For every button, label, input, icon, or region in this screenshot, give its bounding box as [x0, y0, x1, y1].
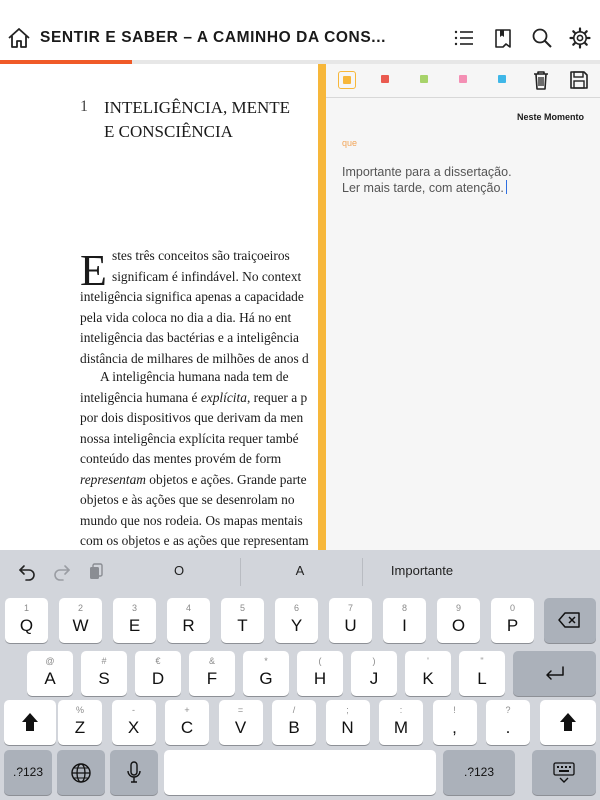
- key-alt-char: ;: [346, 705, 349, 715]
- key-char: F: [206, 669, 218, 688]
- numbers-key-label: .?123: [12, 765, 44, 779]
- key-i[interactable]: [383, 598, 426, 643]
- paragraph-2: [80, 367, 318, 550]
- backspace-key[interactable]: [544, 598, 596, 643]
- key-h[interactable]: [297, 651, 343, 696]
- key-char: .: [505, 718, 511, 737]
- key-alt-char: :: [399, 705, 403, 715]
- key-u[interactable]: [329, 598, 372, 643]
- key-r[interactable]: [167, 598, 210, 643]
- key-b[interactable]: [272, 700, 316, 745]
- chapter-title-line: INTELIGÊNCIA, MENTE: [104, 98, 291, 117]
- key-alt-char: #: [101, 656, 107, 666]
- text-line: nossa inteligência explícita requer també: [80, 430, 299, 446]
- shift-icon: [21, 712, 39, 732]
- space-bar[interactable]: [164, 750, 436, 795]
- suggestion-3[interactable]: Importante: [390, 563, 454, 578]
- key-char: ,: [452, 718, 457, 737]
- color-swatch-fill: [343, 76, 351, 84]
- key-char: P: [506, 616, 519, 635]
- key-a[interactable]: [27, 651, 73, 696]
- search-icon[interactable]: [530, 26, 554, 50]
- chapter-title-line: E CONSCIÊNCIA: [104, 122, 233, 141]
- key-alt-char: ": [480, 656, 484, 666]
- color-swatch-red[interactable]: [377, 71, 395, 89]
- key-alt-char: !: [453, 705, 456, 715]
- color-swatch-fill: [420, 75, 428, 83]
- key-w[interactable]: [59, 598, 102, 643]
- book-page: [0, 64, 318, 550]
- microphone-icon: [126, 761, 142, 785]
- toc-icon[interactable]: [452, 26, 476, 50]
- undo-icon[interactable]: [17, 562, 37, 582]
- redo-icon[interactable]: [52, 562, 72, 582]
- note-toolbar: [326, 64, 600, 98]
- key-alt-char: 3: [131, 603, 137, 613]
- suggestion-1[interactable]: O: [173, 563, 185, 578]
- text-line: objetos e às ações que se desenrolam no: [80, 492, 295, 507]
- key-alt-char: 4: [185, 603, 191, 613]
- note-line: Importante para a dissertação.: [342, 165, 512, 179]
- key-comma[interactable]: [433, 700, 477, 745]
- key-char: U: [344, 616, 357, 635]
- key-char: N: [341, 718, 354, 737]
- key-g[interactable]: [243, 651, 289, 696]
- key-alt-char: 0: [509, 603, 515, 613]
- text-line: distância de milhares de milhões de anos d: [80, 350, 309, 366]
- numbers-key-left[interactable]: [4, 750, 52, 795]
- text-line: representam objetos e ações. Grande parte: [80, 471, 307, 487]
- key-alt-char: 9: [455, 603, 461, 613]
- suggestion-divider: [240, 558, 241, 586]
- home-icon[interactable]: [6, 26, 32, 50]
- key-v[interactable]: [219, 700, 263, 745]
- key-alt-char: 7: [347, 603, 353, 613]
- key-alt-char: 8: [401, 603, 407, 613]
- drop-cap: E: [80, 246, 107, 295]
- key-alt-char: 1: [23, 603, 29, 613]
- key-alt-char: @: [45, 656, 55, 666]
- key-d[interactable]: [135, 651, 181, 696]
- key-char: H: [313, 669, 327, 688]
- key-l[interactable]: [459, 651, 505, 696]
- text-caret: [506, 180, 508, 194]
- key-char: Q: [19, 616, 34, 635]
- key-char: I: [402, 616, 407, 635]
- suggestion-bar: [0, 550, 600, 594]
- key-c[interactable]: [165, 700, 209, 745]
- key-alt-char: /: [292, 705, 296, 715]
- dictation-key[interactable]: [110, 750, 158, 795]
- key-k[interactable]: [405, 651, 451, 696]
- key-alt-char: 5: [239, 603, 245, 613]
- book-title: SENTIR E SABER – A CAMINHO DA CONS...: [40, 29, 387, 46]
- key-alt-char: 2: [77, 603, 83, 613]
- return-key[interactable]: [513, 651, 596, 696]
- shift-key-left[interactable]: [4, 700, 56, 745]
- highlighted-quote: que: [342, 138, 358, 148]
- key-y[interactable]: [275, 598, 318, 643]
- text-line: stes três conceitos são traiçoeiros: [112, 248, 290, 263]
- key-char: J: [369, 669, 379, 688]
- key-char: E: [128, 616, 141, 635]
- color-swatch-yellow[interactable]: [338, 71, 356, 89]
- key-char: T: [237, 616, 248, 635]
- text-line: pela vida coloca no dia a dia. Há no ent: [80, 309, 292, 325]
- key-char: Y: [290, 616, 303, 635]
- key-char: S: [98, 669, 110, 688]
- chapter-number: 1: [80, 98, 88, 115]
- key-char: A: [44, 669, 56, 688]
- key-alt-char: +: [184, 705, 190, 715]
- chapter-title: [104, 96, 318, 144]
- text-line: por dois dispositivos que derivam da men: [80, 410, 304, 425]
- return-icon: [544, 665, 566, 683]
- key-alt-char: 6: [293, 603, 299, 613]
- key-f[interactable]: [189, 651, 235, 696]
- key-char: L: [477, 669, 487, 688]
- note-line: Ler mais tarde, com atenção.: [342, 180, 512, 196]
- numbers-key-label: .?123: [463, 765, 495, 779]
- color-swatch-pink[interactable]: [455, 71, 473, 89]
- key-alt-char: =: [237, 705, 244, 715]
- color-swatch-fill: [498, 75, 506, 83]
- color-swatch-blue[interactable]: [494, 71, 512, 89]
- key-char: V: [234, 718, 247, 737]
- key-p[interactable]: [491, 598, 534, 643]
- key-char: C: [180, 718, 194, 737]
- keyboard-dismiss-icon: [552, 760, 576, 784]
- key-alt-char: €: [155, 656, 161, 666]
- key-alt-char: ': [427, 656, 429, 666]
- note-panel: [326, 64, 600, 550]
- key-z[interactable]: [58, 700, 102, 745]
- bookmark-icon[interactable]: [491, 26, 515, 50]
- note-panel-border: [318, 64, 326, 550]
- globe-icon: [70, 762, 92, 784]
- text-line: significam é infindável. No context: [112, 268, 302, 284]
- text-line: inteligência das bactérias e a inteligência: [80, 330, 299, 345]
- key-period[interactable]: [486, 700, 530, 745]
- key-char: Z: [74, 718, 86, 737]
- key-o[interactable]: [437, 598, 480, 643]
- key-m[interactable]: [379, 700, 423, 745]
- numbers-key-right[interactable]: [443, 750, 515, 795]
- key-char: D: [151, 669, 165, 688]
- top-bar: [0, 0, 600, 60]
- gear-icon[interactable]: [568, 26, 592, 50]
- key-char: B: [288, 718, 300, 737]
- text-line: conteúdo das mentes provém de form: [80, 451, 282, 466]
- text-line: A inteligência humana nada tem de: [100, 369, 289, 384]
- globe-key[interactable]: [57, 750, 105, 795]
- key-x[interactable]: [112, 700, 156, 745]
- key-t[interactable]: [221, 598, 264, 643]
- color-swatch-fill: [381, 75, 389, 83]
- on-screen-keyboard: [0, 550, 600, 800]
- color-swatch-green[interactable]: [416, 71, 434, 89]
- text-line: com os objetos e as ações que representam: [80, 533, 309, 548]
- key-alt-char: (: [318, 656, 322, 666]
- suggestion-divider: [362, 558, 363, 586]
- color-swatch-fill: [459, 75, 467, 83]
- key-alt-char: &: [208, 656, 215, 666]
- key-char: W: [72, 616, 89, 635]
- text-line: inteligência humana é explícita, requer a p: [80, 389, 308, 405]
- paste-icon[interactable]: [86, 562, 106, 582]
- key-char: X: [127, 718, 140, 737]
- text-line: inteligência significa apenas a capacidade: [80, 289, 304, 304]
- paragraph-1: [80, 246, 318, 369]
- key-alt-char: ): [372, 656, 376, 666]
- note-text-area[interactable]: [342, 164, 512, 196]
- key-alt-char: -: [132, 705, 135, 715]
- key-char: M: [393, 718, 409, 737]
- key-alt-char: *: [264, 656, 268, 666]
- shift-icon: [559, 712, 577, 732]
- key-char: K: [422, 669, 434, 688]
- trash-icon[interactable]: [530, 69, 552, 91]
- backspace-icon: [558, 611, 582, 629]
- key-char: G: [259, 669, 273, 688]
- key-n[interactable]: [326, 700, 370, 745]
- key-e[interactable]: [113, 598, 156, 643]
- shift-key-right[interactable]: [540, 700, 596, 745]
- key-char: O: [451, 616, 466, 635]
- note-timestamp: Neste Momento: [516, 112, 584, 122]
- text-line: mundo que nos rodeia. Os mapas mentais: [80, 512, 303, 528]
- key-alt-char: ?: [505, 705, 511, 715]
- hide-keyboard-key[interactable]: [532, 750, 596, 795]
- key-alt-char: %: [75, 705, 84, 715]
- save-icon[interactable]: [568, 69, 590, 91]
- suggestion-2[interactable]: A: [295, 563, 305, 578]
- key-j[interactable]: [351, 651, 397, 696]
- key-s[interactable]: [81, 651, 127, 696]
- key-char: R: [182, 616, 195, 635]
- key-q[interactable]: [5, 598, 48, 643]
